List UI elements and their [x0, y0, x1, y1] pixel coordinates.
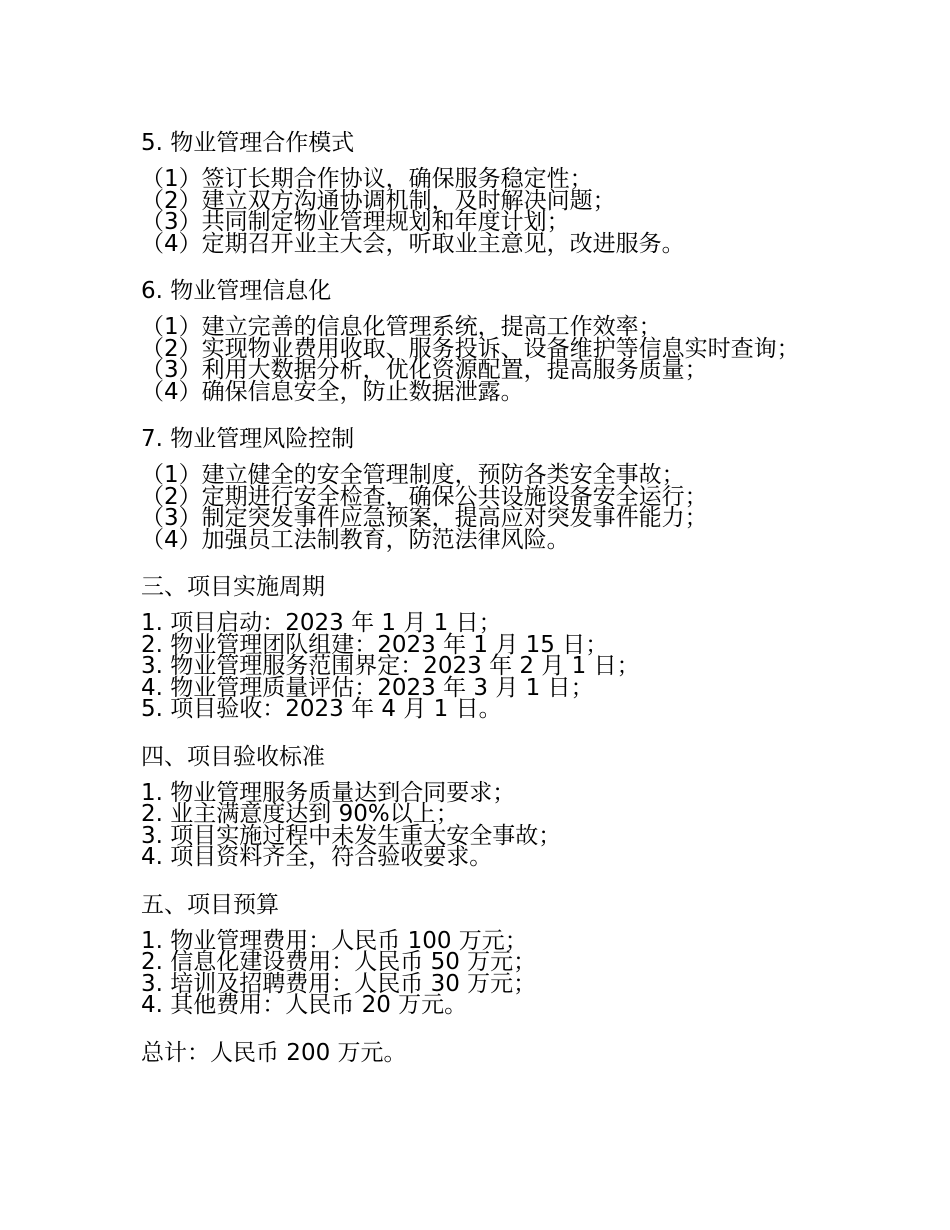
- list-item: （2）定期进行安全检查，确保公共设施设备安全运行；: [141, 483, 708, 510]
- section-implementation-schedule: [141, 572, 821, 721]
- item-list: [141, 610, 821, 722]
- section-gap: [141, 721, 821, 742]
- section-gap: [141, 1017, 821, 1038]
- list-item: 5. 项目验收：2023 年 4 月 1 日。: [141, 696, 502, 722]
- section-risk-control: [141, 424, 821, 551]
- list-item: 2. 信息化建设费用：人民币 50 万元；: [141, 949, 537, 975]
- section-gap: [141, 403, 821, 424]
- item-list: [141, 462, 821, 553]
- budget-total: 总计：人民币 200 万元。: [141, 1039, 407, 1066]
- item-list: [141, 166, 821, 257]
- list-item: 1. 物业管理服务质量达到合同要求；: [141, 779, 516, 806]
- document-page: [141, 128, 821, 1068]
- list-item: （3）共同制定物业管理规划和年度计划；: [141, 209, 570, 235]
- section-heading: 5. 物业管理合作模式: [141, 130, 355, 156]
- list-item: 1. 项目启动：2023 年 1 月 1 日；: [141, 610, 502, 636]
- list-item: （2）实现物业费用收取、服务投诉、设备维护等信息实时查询；: [141, 335, 800, 362]
- list-item: 4. 项目资料齐全，符合验收要求。: [141, 844, 493, 870]
- list-item: 1. 物业管理费用：人民币 100 万元；: [141, 927, 528, 954]
- list-item: 4. 物业管理质量评估：2023 年 3 月 1 日；: [141, 674, 594, 701]
- list-item: 3. 物业管理服务范围界定：2023 年 2 月 1 日；: [141, 653, 640, 679]
- list-item: 4. 其他费用：人民币 20 万元。: [141, 992, 468, 1018]
- list-item: （1）建立完善的信息化管理系统，提高工作效率；: [141, 314, 662, 340]
- section-cooperation-model: [141, 128, 821, 255]
- section-gap: [141, 869, 821, 890]
- list-item: （3）利用大数据分析，优化资源配置，提高服务质量；: [141, 357, 708, 383]
- section-informatization: [141, 276, 821, 403]
- list-item: （2）建立双方沟通协调机制，及时解决问题；: [141, 187, 616, 214]
- list-item: （1）建立健全的安全管理制度，预防各类安全事故；: [141, 462, 685, 488]
- section-heading: 6. 物业管理信息化: [141, 278, 332, 304]
- section-heading: 五、项目预算: [141, 891, 279, 918]
- section-heading: 7. 物业管理风险控制: [141, 426, 355, 452]
- list-item: 2. 业主满意度达到 90%以上；: [141, 801, 459, 827]
- list-item: （1）签订长期合作协议，确保服务稳定性；: [141, 166, 593, 192]
- list-item: （4）加强员工法制教育，防范法律风险。: [141, 526, 570, 553]
- section-gap: [141, 255, 821, 276]
- list-item: （3）制定突发事件应急预案，提高应对突发事件能力；: [141, 505, 708, 531]
- item-list: [141, 927, 821, 1018]
- section-budget: [141, 890, 821, 1017]
- section-heading: 三、项目实施周期: [141, 574, 325, 600]
- list-item: 2. 物业管理团队组建：2023 年 1 月 15 日；: [141, 631, 609, 658]
- section-gap: [141, 551, 821, 572]
- list-item: 3. 项目实施过程中未发生重大安全事故；: [141, 822, 562, 849]
- list-item: （4）确保信息安全，防止数据泄露。: [141, 378, 524, 405]
- item-list: [141, 314, 821, 405]
- section-heading: 四、项目验收标准: [141, 743, 325, 770]
- item-list: [141, 779, 821, 870]
- list-item: 3. 培训及招聘费用：人民币 30 万元；: [141, 970, 537, 997]
- section-acceptance-criteria: [141, 742, 821, 869]
- list-item: （4）定期召开业主大会，听取业主意见，改进服务。: [141, 230, 685, 257]
